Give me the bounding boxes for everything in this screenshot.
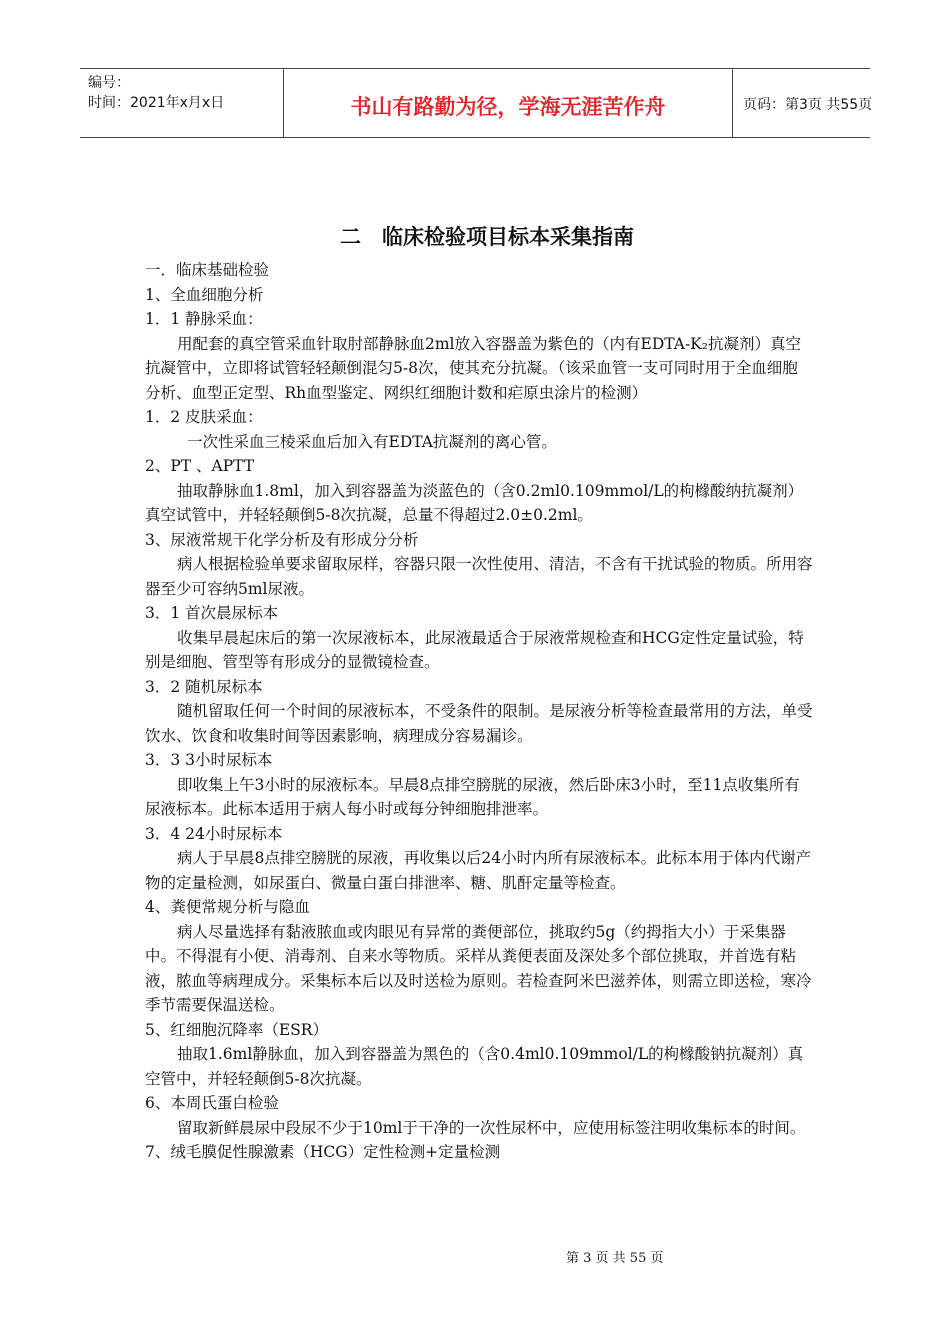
heading-line: 3．3 3小时尿标本 — [145, 751, 273, 769]
heading-line: 6、本周氏蛋白检验 — [145, 1094, 279, 1112]
body-paragraph: 即收集上午3小时的尿液标本。早晨8点排空膀胱的尿液，然后卧床3小时，至11点收集所有尿液标本。此标本适用于病人每小时或每分钟细胞排泄率。 — [145, 775, 800, 818]
heading-line: 3．2 随机尿标本 — [145, 677, 263, 696]
page-number-label: 页码：第3页 共55页 — [743, 97, 873, 113]
page-header — [80, 68, 873, 138]
body-paragraph: 一次性采血三棱采血后加入有EDTA抗凝剂的离心管。 — [187, 432, 557, 451]
heading-line: 1、全血细胞分析 — [145, 285, 264, 304]
heading-line: 3．1 首次晨尿标本 — [145, 604, 279, 622]
page-footer: 第 3 页 共 55 页 — [566, 1251, 664, 1266]
body-paragraph: 抽取静脉血1.8ml，加入到容器盖为淡蓝色的（含0.2ml0.109mmol/L的枸橼酸纳抗凝剂）真空试管中，并轻轻颠倒5-8次抗凝，总量不得超过2.0±0.2ml。 — [145, 481, 804, 524]
document-body — [145, 258, 813, 1165]
heading-line: 3、尿液常规干化学分析及有形成分分析 — [145, 530, 419, 549]
heading-line: 1．1 静脉采血： — [145, 310, 263, 328]
body-paragraph: 留取新鲜晨尿中段尿不少于10ml于干净的一次性尿杯中，应使用标签注明收集标本的时间。 — [177, 1118, 806, 1137]
body-paragraph: 用配套的真空管采血针取肘部静脉血2ml放入容器盖为紫色的（内有EDTA-K₂抗凝剂）真空抗凝管中，立即将试管轻轻颠倒混匀5-8次，使其充分抗凝。（该采血管一支可同时用于全血细胞分析、血型正定型、Rh血型鉴定、网织红细胞计数和疟原虫涂片的检测） — [145, 334, 801, 402]
heading-line: 一．临床基础检验 — [145, 261, 270, 279]
body-paragraph: 病人根据检验单要求留取尿样，容器只限一次性使用、清洁，不含有干扰试验的物质。所用容器至少可容纳5ml尿液。 — [145, 555, 813, 598]
body-paragraph: 病人尽量选择有黏液脓血或肉眼见有异常的粪便部位，挑取约5g（约拇指大小）于采集器中。不得混有小便、消毒剂、自来水等物质。采样从粪便表面及深处多个部位挑取，并首选有粘液，脓血等病理成分。采集标本后以及时送检为原则。若检查阿米巴滋养体，则需立即送检，寒冷季节需要保温送检。 — [145, 922, 812, 1014]
document-number-label: 编号： — [88, 75, 130, 91]
heading-line: 4、粪便常规分析与隐血 — [145, 898, 310, 916]
heading-line: 1．2 皮肤采血： — [145, 408, 263, 426]
document-time-label: 时间：2021年x月x日 — [88, 95, 225, 111]
body-paragraph: 收集早晨起床后的第一次尿液标本，此尿液最适合于尿液常规检查和HCG定性定量试验，特别是细胞、管型等有形成分的显微镜检查。 — [145, 628, 804, 671]
heading-line: 7、绒毛膜促性腺激素（HCG）定性检测+定量检测 — [145, 1143, 501, 1161]
heading-line: 3．4 24小时尿标本 — [145, 824, 283, 843]
motto-text: 书山有路勤为径，学海无涯苦作舟 — [350, 95, 666, 119]
section-title: 二 临床检验项目标本采集指南 — [340, 225, 634, 249]
heading-line: 5、红细胞沉降率（ESR） — [145, 1020, 328, 1039]
header-info-cell — [80, 69, 283, 137]
header-motto-cell — [283, 69, 733, 137]
heading-line: 2、PT 、APTT — [145, 457, 255, 475]
body-paragraph: 随机留取任何一个时间的尿液标本，不受条件的限制。是尿液分析等检查最常用的方法，单受饮水、饮食和收集时间等因素影响，病理成分容易漏诊。 — [145, 702, 813, 745]
body-paragraph: 病人于早晨8点排空膀胱的尿液，再收集以后24小时内所有尿液标本。此标本用于体内代谢产物的定量检测，如尿蛋白、微量白蛋白排泄率、糖、肌酐定量等检查。 — [145, 849, 812, 892]
header-page-cell — [733, 69, 873, 137]
body-paragraph: 抽取1.6ml静脉血，加入到容器盖为黑色的（含0.4ml0.109mmol/L的枸橼酸钠抗凝剂）真空管中，并轻轻颠倒5-8次抗凝。 — [145, 1045, 804, 1088]
